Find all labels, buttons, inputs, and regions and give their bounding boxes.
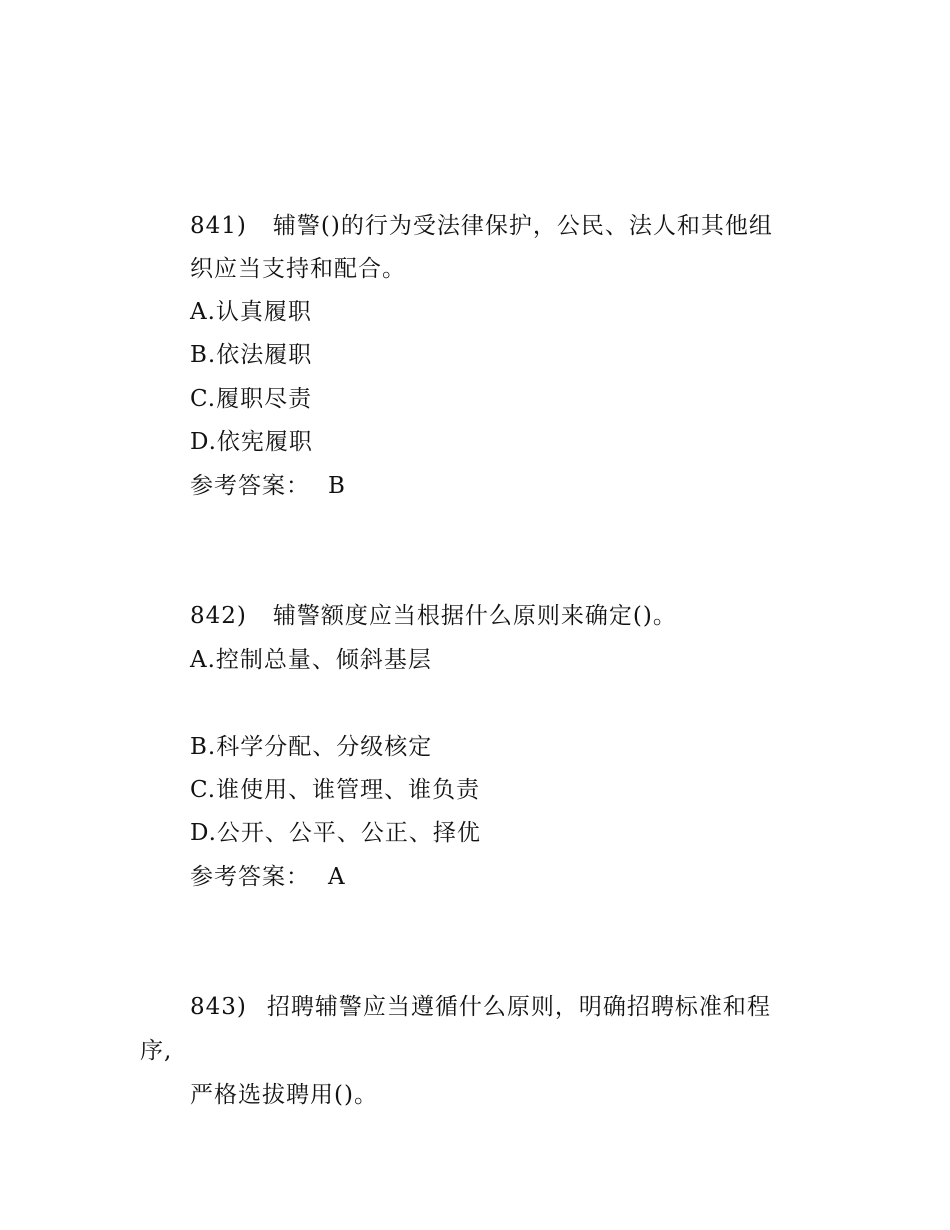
option-c: C.谁使用、谁管理、谁负责 bbox=[190, 777, 481, 803]
question-843-line1 bbox=[190, 992, 771, 1022]
question-number: 843) bbox=[190, 994, 247, 1020]
question-843-line3: 严格选拔聘用()。 bbox=[190, 1082, 378, 1108]
answer-line bbox=[190, 471, 346, 501]
option-b: B.依法履职 bbox=[190, 342, 313, 368]
answer-value: B bbox=[328, 473, 346, 499]
answer-line bbox=[190, 862, 346, 892]
answer-label: 参考答案： bbox=[190, 473, 310, 499]
option-d: D.依宪履职 bbox=[190, 429, 313, 455]
question-841-line2: 织应当支持和配合。 bbox=[190, 256, 406, 282]
question-843-line2: 序, bbox=[140, 1038, 173, 1064]
answer-value: A bbox=[328, 864, 346, 890]
question-text: 招聘辅警应当遵循什么原则，明确招聘标准和程 bbox=[266, 994, 771, 1020]
question-number: 841) bbox=[190, 213, 247, 239]
option-c: C.履职尽责 bbox=[190, 386, 313, 412]
question-842-line1 bbox=[190, 601, 677, 631]
question-text: 辅警()的行为受法律保护，公民、法人和其他组 bbox=[272, 213, 773, 239]
option-a: A.认真履职 bbox=[190, 299, 312, 325]
answer-label: 参考答案： bbox=[190, 864, 310, 890]
question-text: 辅警额度应当根据什么原则来确定()。 bbox=[272, 603, 677, 629]
option-a: A.控制总量、倾斜基层 bbox=[190, 647, 432, 673]
option-d: D.公开、公平、公正、择优 bbox=[190, 820, 481, 846]
question-number: 842) bbox=[190, 603, 247, 629]
option-b: B.科学分配、分级核定 bbox=[190, 734, 433, 760]
question-841-line1 bbox=[190, 211, 773, 241]
